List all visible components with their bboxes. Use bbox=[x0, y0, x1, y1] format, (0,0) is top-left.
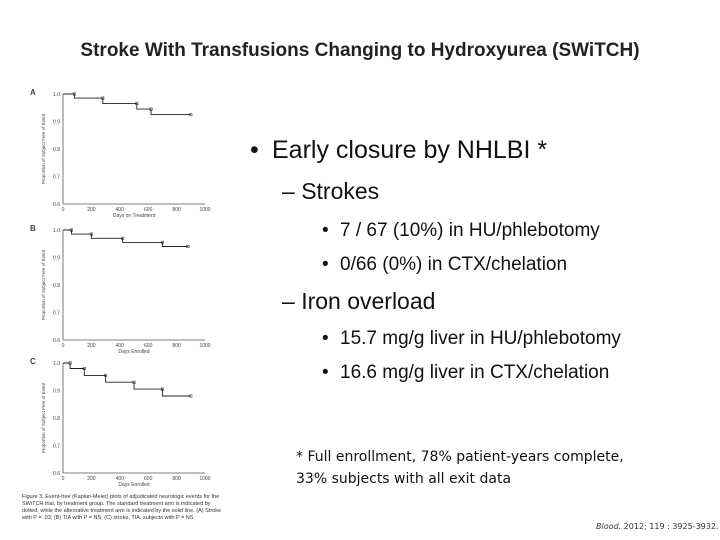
x-tick-label: 400 bbox=[115, 476, 124, 482]
y-tick-label: 0.7 bbox=[53, 443, 60, 450]
y-tick-label: 1.0 bbox=[53, 92, 60, 98]
km-survival-curve bbox=[63, 94, 191, 115]
bullet-level3 bbox=[322, 362, 609, 384]
x-tick-label: 0 bbox=[61, 476, 65, 482]
bullet-text: 0/66 (0%) in CTX/chelation bbox=[340, 254, 568, 275]
bullet-dot: • bbox=[322, 254, 329, 275]
x-axis-label: Days Enrolled bbox=[118, 482, 150, 488]
citation-detail: 2012; 119 : 3925-3932. bbox=[623, 522, 719, 531]
km-plot-b bbox=[30, 224, 220, 355]
y-tick-label: 0.8 bbox=[53, 283, 60, 289]
km-survival-curve bbox=[63, 230, 188, 247]
y-axis-label: Proportion of Subject Free of Event bbox=[41, 382, 46, 454]
bullet-text: Early closure by NHLBI * bbox=[272, 136, 548, 164]
bullet-dot: • bbox=[322, 328, 329, 349]
y-tick-label: 0.6 bbox=[53, 471, 60, 477]
bullet-level2 bbox=[282, 288, 435, 315]
y-tick-label: 0.8 bbox=[53, 416, 60, 422]
footnote: * Full enrollment, 78% patient-years complete, 33% subjects with all exit data bbox=[296, 449, 624, 487]
km-plot-c bbox=[30, 357, 220, 488]
panel-letter: B bbox=[30, 224, 36, 233]
x-axis-label: Days Enrolled bbox=[118, 349, 150, 355]
x-tick-label: 0 bbox=[61, 343, 65, 349]
x-tick-label: 200 bbox=[87, 343, 96, 349]
bullet-dot: • bbox=[322, 362, 329, 383]
slide-title: Stroke With Transfusions Changing to Hydroxyurea (SWiTCH) bbox=[80, 40, 640, 61]
km-panel-c bbox=[30, 357, 220, 488]
x-tick-label: 800 bbox=[172, 207, 181, 213]
bullet-dash: – bbox=[282, 288, 295, 314]
y-tick-label: 0.7 bbox=[53, 310, 60, 317]
y-tick-label: 0.6 bbox=[53, 338, 60, 344]
y-tick-label: 1.0 bbox=[53, 361, 60, 367]
bullet-dot: • bbox=[250, 136, 259, 164]
y-tick-label: 0.7 bbox=[53, 174, 60, 181]
x-tick-label: 1000 bbox=[199, 476, 211, 482]
x-tick-label: 800 bbox=[172, 476, 181, 482]
figure-caption: Figure 3. Event-free (Kaplan-Meier) plots of adjudicated neurologic events for the SWiTCH trial, by treatment group. The standard treatment arm is indicated by dotted, while the alternative treatment arm is indicated by the solid line. (A) Stroke with P = .03; (B) TIA with P = NS; (C) stroke, TIA, subjects with P = NS bbox=[22, 494, 222, 521]
y-tick-label: 0.8 bbox=[53, 147, 60, 153]
km-panel-a bbox=[30, 88, 220, 219]
panel-letter: A bbox=[30, 88, 36, 97]
x-tick-label: 600 bbox=[144, 207, 153, 213]
x-tick-label: 400 bbox=[115, 343, 124, 349]
citation bbox=[596, 522, 718, 531]
km-survival-curve bbox=[63, 363, 191, 396]
x-tick-label: 600 bbox=[144, 343, 153, 349]
y-tick-label: 0.9 bbox=[53, 255, 60, 262]
x-tick-label: 1000 bbox=[199, 343, 211, 349]
bullet-level3 bbox=[322, 254, 567, 276]
bullet-level3 bbox=[322, 328, 621, 350]
y-tick-label: 0.9 bbox=[53, 388, 60, 395]
panel-letter: C bbox=[30, 357, 36, 366]
x-tick-label: 1000 bbox=[199, 207, 211, 213]
bullet-text: Strokes bbox=[301, 178, 380, 204]
bullet-dot: • bbox=[322, 220, 329, 241]
km-plot-a bbox=[30, 88, 220, 219]
citation-journal: Blood. bbox=[596, 522, 622, 531]
y-axis-label: Proportion of Subject Free of Event bbox=[41, 249, 46, 321]
x-tick-label: 600 bbox=[144, 476, 153, 482]
x-axis-label: Days on Treatment bbox=[112, 213, 156, 219]
bullet-dash: – bbox=[282, 178, 295, 204]
x-tick-label: 400 bbox=[115, 207, 124, 213]
bullet-text: 15.7 mg/g liver in HU/phlebotomy bbox=[340, 328, 621, 349]
y-tick-label: 1.0 bbox=[53, 228, 60, 234]
x-tick-label: 200 bbox=[87, 207, 96, 213]
y-axis-label: Proportion of Subject Free of Event bbox=[41, 113, 46, 185]
x-tick-label: 0 bbox=[61, 207, 65, 213]
km-panel-b bbox=[30, 224, 220, 355]
y-tick-label: 0.9 bbox=[53, 119, 60, 126]
bullet-level3 bbox=[322, 220, 600, 242]
bullet-level1 bbox=[250, 136, 547, 165]
bullet-text: 16.6 mg/g liver in CTX/chelation bbox=[340, 362, 610, 383]
bullet-text: 7 / 67 (10%) in HU/phlebotomy bbox=[340, 220, 600, 241]
bullet-level2 bbox=[282, 178, 379, 205]
x-tick-label: 200 bbox=[87, 476, 96, 482]
x-tick-label: 800 bbox=[172, 343, 181, 349]
bullet-text: Iron overload bbox=[301, 288, 436, 314]
y-tick-label: 0.6 bbox=[53, 202, 60, 208]
